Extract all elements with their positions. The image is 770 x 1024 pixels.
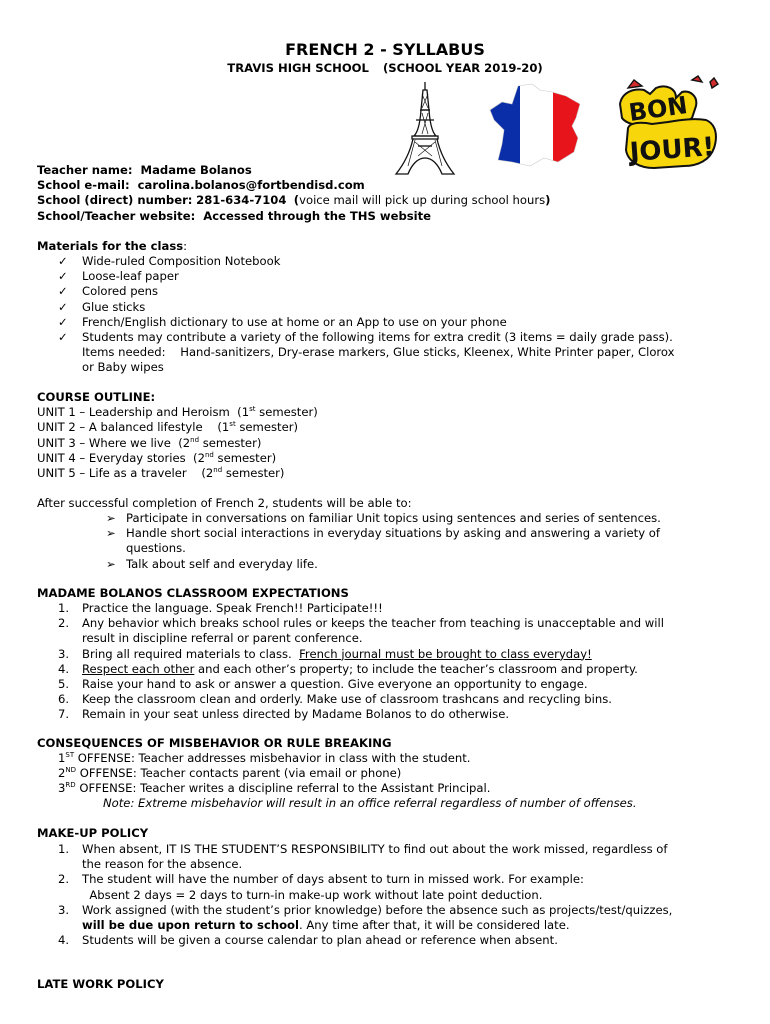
unit-after: semester) (255, 405, 318, 420)
outcome-text-cont: questions. (126, 541, 186, 556)
items-needed-cont (58, 360, 738, 375)
offense-text: OFFENSE: Teacher addresses misbehavior in class with the student. (74, 751, 471, 765)
list-item (58, 662, 738, 677)
list-item-cont (58, 918, 738, 933)
checkmark-icon: ✓ (58, 314, 68, 329)
unit-text: UNIT 4 – Everyday stories (2 (37, 450, 205, 465)
teacher-phone-note: voice mail will pick up during school hours (299, 193, 546, 208)
teacher-name-value: Madame Bolanos (140, 163, 252, 177)
item-number: 2. (58, 616, 70, 631)
outcomes-intro: After successful completion of French 2, students will be able to: (37, 496, 412, 510)
item-text-bold: will be due upon return to school (82, 918, 299, 933)
item-text: Raise your hand to ask or answer a question. Give everyone an opportunity to engage. (82, 677, 588, 692)
item-number: 3. (58, 902, 70, 917)
list-item (58, 842, 738, 857)
unit-text: UNIT 2 – A balanced lifestyle (1 (37, 420, 230, 435)
bonjour-text-bottom: JOUR! (628, 132, 716, 168)
teacher-phone-line (37, 193, 737, 208)
unit-item (37, 466, 737, 481)
list-item (106, 526, 716, 541)
list-item (58, 315, 738, 330)
materials-list (58, 254, 738, 376)
item-text: Keep the classroom clean and orderly. Make use of classroom trashcans and recycling bins. (82, 692, 612, 707)
items-needed-line (58, 345, 738, 360)
item-text: The student will have the number of days absent to turn in missed work. For example: (82, 872, 584, 887)
materials-heading-text: Materials for the class (37, 239, 184, 253)
unit-sup: st (249, 405, 256, 414)
list-item (58, 933, 738, 948)
unit-after: semester) (213, 450, 277, 465)
consequences-note: Note: Extreme misbehavior will result in an office referral regardless of number of offenses. (103, 796, 637, 810)
list-item (58, 300, 738, 315)
list-item (106, 511, 716, 526)
offense-sup: ND (65, 766, 77, 775)
item-text: Any behavior which breaks school rules or keeps the teacher from teaching is unacceptable and will (82, 616, 664, 631)
school-name: TRAVIS HIGH SCHOOL (227, 61, 369, 75)
list-item-cont (58, 888, 738, 903)
material-text: Loose-leaf paper (82, 269, 179, 284)
item-text: Remain in your seat unless directed by Madame Bolanos to do otherwise. (82, 707, 510, 722)
unit-sup: st (229, 420, 236, 429)
checkmark-icon: ✓ (58, 254, 68, 268)
eiffel-tower-icon (392, 80, 458, 176)
list-item (58, 707, 738, 722)
list-item (58, 601, 738, 616)
unit-item (37, 451, 737, 466)
late-work-heading: LATE WORK POLICY (37, 977, 164, 991)
list-item (58, 269, 738, 284)
list-item (58, 647, 738, 662)
teacher-name-line (37, 163, 737, 178)
item-text-cont: result in discipline referral or parent conference. (82, 631, 363, 646)
item-text: and each other’s property; to include the teacher’s classroom and property. (194, 661, 638, 676)
item-number: 1. (58, 601, 70, 615)
material-text: French/English dictionary to use at home or an App to use on your phone (82, 314, 507, 329)
unit-after: semester) (235, 420, 298, 435)
item-text-underlined: French journal must be brought to class everyday! (299, 646, 592, 661)
outcome-text: Participate in conversations on familiar Unit topics using sentences and series of sentences. (126, 511, 661, 525)
unit-sup: nd (190, 435, 200, 444)
teacher-name-label: Teacher name: (37, 163, 133, 177)
item-text-cont: the reason for the absence. (82, 857, 243, 872)
item-text: Practice the language. Speak French!! Participate!!! (82, 601, 383, 615)
item-number: 5. (58, 677, 70, 692)
teacher-email-line (37, 178, 737, 193)
checkmark-icon: ✓ (58, 299, 68, 314)
list-item (106, 557, 716, 572)
unit-after: semester) (199, 435, 262, 450)
item-number: 3. (58, 646, 70, 661)
expectations-list (58, 601, 738, 723)
teacher-phone-value: 281-634-7104 (196, 193, 287, 208)
teacher-website-line (37, 209, 737, 224)
makeup-list (58, 842, 738, 948)
list-item (58, 677, 738, 692)
arrow-bullet-icon: ➢ (106, 526, 116, 541)
checkmark-icon: ✓ (58, 269, 68, 284)
list-item (58, 254, 738, 269)
list-item (58, 330, 738, 345)
consequences-heading: CONSEQUENCES OF MISBEHAVIOR OR RULE BREAKING (37, 736, 392, 750)
item-number: 4. (58, 661, 70, 676)
item-number: 7. (58, 707, 70, 722)
item-number: 4. (58, 933, 70, 948)
item-text: When absent, IT IS THE STUDENT’S RESPONSIBILITY to find out about the work missed, regardless of (82, 842, 668, 856)
phone-note-open: ( (293, 193, 300, 208)
teacher-info (37, 163, 737, 224)
offense-sup: RD (65, 781, 76, 790)
offense-number: 1 (58, 751, 66, 765)
item-text-underlined: Respect each other (82, 661, 195, 676)
arrow-bullet-icon: ➢ (106, 556, 116, 571)
material-text: Colored pens (82, 284, 159, 299)
material-text: Wide-ruled Composition Notebook (82, 254, 281, 268)
teacher-email-label: School e-mail: (37, 178, 130, 193)
course-outline-heading: COURSE OUTLINE: (37, 390, 156, 404)
items-needed-text: Items needed: Hand-sanitizers, Dry-erase markers, Glue sticks, Kleenex, White Printer paper, Clorox (82, 345, 675, 360)
school-year: (SCHOOL YEAR 2019-20) (382, 61, 543, 75)
offense-item (58, 751, 758, 766)
list-item (58, 616, 738, 631)
unit-sup: nd (204, 450, 214, 459)
unit-after: semester) (222, 466, 285, 481)
unit-text: UNIT 5 – Life as a traveler (2 (37, 466, 214, 481)
list-item (58, 872, 738, 887)
items-needed-text-cont: or Baby wipes (82, 360, 164, 375)
checkmark-icon: ✓ (58, 330, 68, 345)
item-text-cont: Absent 2 days = 2 days to turn-in make-up work without late point deduction. (82, 887, 543, 902)
course-outline (37, 390, 737, 481)
item-text: Students will be given a course calendar to plan ahead or reference when absent. (82, 933, 558, 948)
outcome-text: Handle short social interactions in everyday situations by asking and answering a variety of (126, 526, 660, 541)
france-flag-map-icon (488, 82, 586, 168)
teacher-phone-label: School (direct) number: (37, 193, 193, 208)
outcomes-list (106, 511, 716, 572)
item-number: 6. (58, 692, 70, 707)
list-item (58, 903, 738, 918)
consequences-list (58, 751, 758, 797)
list-item-cont (58, 857, 738, 872)
offense-number: 3 (58, 781, 66, 796)
expectations-heading: MADAME BOLANOS CLASSROOM EXPECTATIONS (37, 586, 349, 600)
teacher-email-value: carolina.bolanos@fortbendisd.com (137, 178, 365, 193)
outcome-text: Talk about self and everyday life. (126, 556, 318, 571)
list-item-cont (58, 631, 738, 646)
bonjour-text-top: BON (627, 91, 690, 127)
item-text: Work assigned (with the student’s prior knowledge) before the absence such as projects/test/quizzes, (82, 902, 673, 917)
list-item (58, 692, 738, 707)
arrow-bullet-icon: ➢ (106, 511, 116, 525)
materials-colon: : (183, 239, 188, 253)
unit-item (37, 436, 737, 451)
page-title: FRENCH 2 - SYLLABUS (285, 40, 485, 59)
teacher-website-label: School/Teacher website: (37, 208, 196, 223)
offense-item (58, 781, 758, 796)
offense-item (58, 766, 758, 781)
item-text-cont: . Any time after that, it will be considered late. (299, 918, 570, 933)
teacher-website-value: Accessed through the THS website (203, 208, 432, 223)
phone-note-close: ) (545, 193, 551, 208)
offense-text: OFFENSE: Teacher writes a discipline referral to the Assistant Principal. (75, 781, 491, 796)
list-item-cont (106, 541, 716, 556)
offense-sup: ST (65, 751, 75, 760)
unit-sup: nd (213, 466, 223, 475)
item-number: 2. (58, 872, 70, 887)
makeup-heading: MAKE-UP POLICY (37, 826, 149, 840)
list-item (58, 284, 738, 299)
unit-item (37, 420, 737, 435)
material-text: Glue sticks (82, 299, 146, 314)
material-text: Students may contribute a variety of the following items for extra credit (3 items = daily grade pass). (82, 330, 673, 345)
offense-text: OFFENSE: Teacher contacts parent (via email or phone) (76, 766, 402, 781)
item-text: Bring all required materials to class. (82, 646, 300, 661)
bonjour-logo-icon (614, 74, 722, 172)
materials-heading (37, 239, 737, 254)
offense-number: 2 (58, 766, 66, 781)
item-number: 1. (58, 842, 70, 856)
unit-text: UNIT 3 – Where we live (2 (37, 435, 191, 450)
checkmark-icon: ✓ (58, 284, 68, 299)
unit-text: UNIT 1 – Leadership and Heroism (1 (37, 405, 250, 420)
unit-item (37, 405, 737, 420)
